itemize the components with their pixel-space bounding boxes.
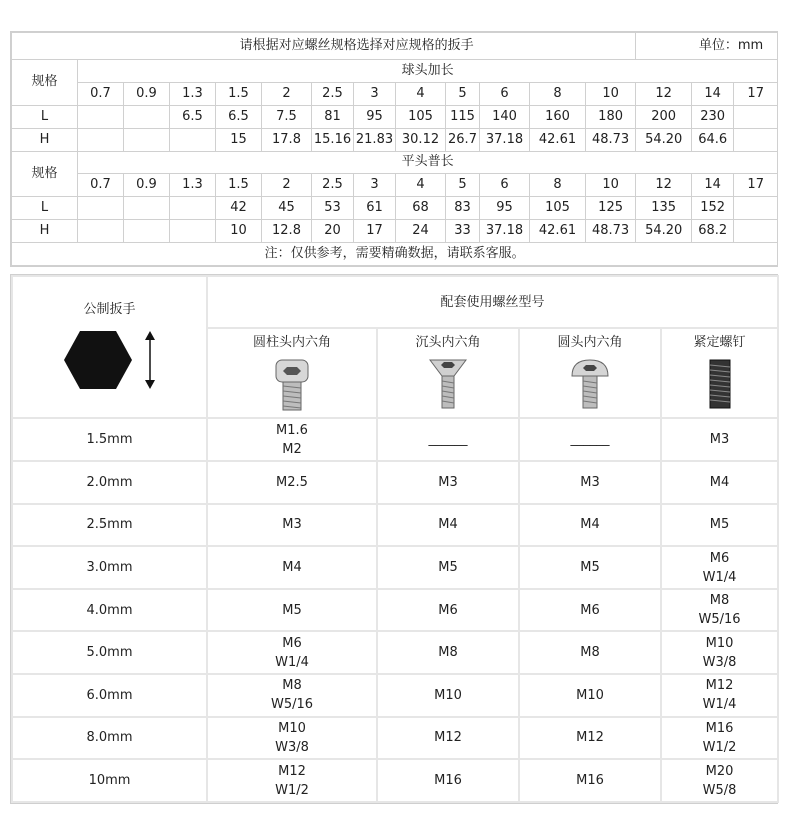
size-cell: 5 [446,174,480,197]
button-head-screw-icon [568,356,612,412]
wrench-size: 2.5mm [12,504,207,547]
screw-cell [661,589,778,632]
ball-height-cell: 30.12 [396,128,446,151]
flat-height-cell: 37.18 [480,220,530,243]
screw-model: M4 [282,560,302,576]
size-cell: 0.9 [124,82,170,105]
flat-height-cell [78,220,124,243]
size-cell: 4 [396,174,446,197]
flat-height-cell: 68.2 [692,220,734,243]
wrench-size: 2.0mm [12,461,207,504]
screw-cell [377,504,519,547]
col-label: 紧定螺钉 [693,335,746,351]
screw-cell [519,759,661,802]
flat-length-cell: 83 [446,197,480,220]
flat-length-cell: 53 [312,197,354,220]
ball-height-cell: 15.16 [312,128,354,151]
table-row [12,674,778,717]
screw-cell [519,504,661,547]
screw-model: W3/8 [275,739,309,755]
screw-cell [661,504,778,547]
screw-model: M6 [438,602,458,618]
ball-length-cell [124,105,170,128]
screw-model: M3 [709,432,730,448]
ball-height-cell [124,128,170,151]
screw-cell [661,674,778,717]
ball-length-cell: 95 [354,105,396,128]
screw-model: M8 [709,593,730,609]
screw-model: M12 [278,763,306,779]
screw-model: M10 [705,635,734,651]
wrench-size: 3.0mm [12,546,207,589]
ball-height-cell [170,128,216,151]
ball-height-cell: 48.73 [586,128,636,151]
screw-model: M12 [576,730,604,746]
wrench-size: 10mm [12,759,207,802]
screw-cell [519,461,661,504]
flat-height-cell: 12.8 [262,220,312,243]
ball-section-title: 球头加长 [78,60,778,83]
screw-cell [519,546,661,589]
flat-height-cell [170,220,216,243]
size-cell: 14 [692,174,734,197]
flat-length-cell: 105 [530,197,586,220]
size-cell: 5 [446,82,480,105]
size-cell: 2 [262,82,312,105]
ball-length-cell: 115 [446,105,480,128]
screw-model: M16 [705,720,734,736]
ball-length-cell: 105 [396,105,446,128]
screw-cell [519,674,661,717]
size-cell: 3 [354,82,396,105]
set-screw-icon [698,356,742,412]
ball-length-cell: 230 [692,105,734,128]
size-cell: 1.3 [170,82,216,105]
screw-cell [377,674,519,717]
screw-model: M5 [282,602,302,618]
col-label: 圆头内六角 [557,335,623,351]
screw-model: M6 [282,635,302,651]
ball-length-cell: 180 [586,105,636,128]
screw-model: M2 [282,441,302,457]
size-cell: 17 [734,82,778,105]
screw-model: M3 [580,474,600,490]
screw-cell [207,461,377,504]
ball-length-cell: 6.5 [216,105,262,128]
double-arrow-icon [143,331,157,389]
size-cell: 0.9 [124,174,170,197]
screw-cell [661,717,778,760]
screw-model: M10 [434,687,462,703]
col-set-screw [661,328,778,418]
screw-cell [207,589,377,632]
wrench-size: 1.5mm [12,418,207,461]
ball-height-cell: 54.20 [636,128,692,151]
screw-model: W1/2 [702,739,737,755]
screw-model: M8 [580,645,600,661]
flat-length-cell: 45 [262,197,312,220]
ball-height-cell: 21.83 [354,128,396,151]
size-cell: 3 [354,174,396,197]
screw-model: W1/4 [702,697,737,713]
flat-length-cell [124,197,170,220]
flat-length-cell: 95 [480,197,530,220]
ball-height-cell: 26.7 [446,128,480,151]
screw-model: W5/16 [698,612,741,628]
screw-cell [377,546,519,589]
screw-cell [661,546,778,589]
screw-cell [377,759,519,802]
screw-match-table [10,274,778,804]
ball-height-cell: 42.61 [530,128,586,151]
flat-height-cell: 20 [312,220,354,243]
wrench-size: 6.0mm [12,674,207,717]
screw-model: M8 [282,678,302,694]
ball-height-cell: 17.8 [262,128,312,151]
screw-cell [377,717,519,760]
wrench-label: 公制扳手 [83,301,136,317]
flat-section-title: 平头普长 [78,151,778,174]
table-row [12,546,778,589]
wrench-size: 5.0mm [12,631,207,674]
screw-cell [207,504,377,547]
size-cell: 2.5 [312,82,354,105]
flat-length-cell: 135 [636,197,692,220]
wrench-size: 8.0mm [12,717,207,760]
size-cell: 0.7 [78,174,124,197]
flat-height-cell: 10 [216,220,262,243]
screw-cell [377,461,519,504]
screw-model: M12 [705,678,734,694]
screw-model: M2.5 [276,474,308,490]
screw-model: W1/2 [275,782,309,798]
wrench-header-cell [12,276,207,418]
size-cell: 8 [530,174,586,197]
flat-height-cell: 33 [446,220,480,243]
flat-length-cell: 68 [396,197,446,220]
size-cell: 2 [262,174,312,197]
size-cell: 0.7 [78,82,124,105]
socket-cap-screw-icon [270,356,314,412]
screw-model: M10 [576,687,604,703]
screw-cell [519,418,661,461]
screw-cell [207,631,377,674]
countersunk-screw-icon [426,356,470,412]
unit-label: 单位：mm [636,33,778,60]
ball-length-cell [78,105,124,128]
ball-height-label: H [12,128,78,151]
spec-label: 规格 [12,151,78,197]
ball-height-cell [734,128,778,151]
screw-cell [207,674,377,717]
screw-model: M4 [580,517,600,533]
flat-length-cell [170,197,216,220]
screw-cell [377,631,519,674]
screw-cell [519,717,661,760]
screw-model: W3/8 [702,654,737,670]
screw-cell [207,759,377,802]
screw-model: W1/4 [275,654,309,670]
size-cell: 12 [636,82,692,105]
hexagon-icon [63,329,133,391]
size-cell: 10 [586,174,636,197]
screw-cell [519,589,661,632]
size-cell: 6 [480,82,530,105]
screw-model: M5 [709,517,730,533]
table-row [12,631,778,674]
flat-length-label: L [12,197,78,220]
size-cell: 17 [734,174,778,197]
ball-length-cell: 200 [636,105,692,128]
screw-cell [661,418,778,461]
screw-model: W1/4 [702,569,737,585]
table-row [12,461,778,504]
table-row [12,759,778,802]
flat-length-cell: 61 [354,197,396,220]
flat-height-cell [734,220,778,243]
flat-height-cell [124,220,170,243]
screw-model: M4 [438,517,458,533]
wrench-spec-table [10,31,778,267]
screw-cell [661,759,778,802]
screw-model: M5 [580,560,600,576]
col-countersunk [377,328,519,418]
screw-cell [207,717,377,760]
wrench-size: 4.0mm [12,589,207,632]
size-cell: 2.5 [312,174,354,197]
table-row [12,717,778,760]
ball-length-cell: 140 [480,105,530,128]
flat-length-cell: 125 [586,197,636,220]
screw-cell [377,418,519,461]
size-cell: 1.5 [216,82,262,105]
flat-height-cell: 48.73 [586,220,636,243]
size-cell: 14 [692,82,734,105]
flat-length-cell [78,197,124,220]
screw-model: M1.6 [276,422,308,438]
flat-height-cell: 42.61 [530,220,586,243]
ball-length-cell: 7.5 [262,105,312,128]
screw-model: W5/8 [702,782,737,798]
table-title: 请根据对应螺丝规格选择对应规格的扳手 [12,33,636,60]
ball-height-cell: 64.6 [692,128,734,151]
ball-length-label: L [12,105,78,128]
screw-model: M3 [438,474,458,490]
screw-cell [661,631,778,674]
size-cell: 12 [636,174,692,197]
spec-label: 规格 [12,60,78,106]
flat-height-cell: 17 [354,220,396,243]
table-row [12,418,778,461]
ball-length-cell: 160 [530,105,586,128]
col-label: 沉头内六角 [415,335,481,351]
ball-height-cell: 15 [216,128,262,151]
screw-model: M3 [282,517,302,533]
table-row [12,504,778,547]
screw-model: W5/16 [270,697,314,713]
size-cell: 1.3 [170,174,216,197]
size-cell: 10 [586,82,636,105]
col-socket-cap [207,328,377,418]
flat-length-cell: 152 [692,197,734,220]
screw-model: ______ [428,432,468,448]
table-row [12,589,778,632]
screw-cell [377,589,519,632]
screw-model: M20 [705,763,734,779]
screws-header: 配套使用螺丝型号 [207,276,778,328]
col-label: 圆柱头内六角 [252,335,331,351]
screw-cell [661,461,778,504]
screw-cell [207,546,377,589]
flat-length-cell [734,197,778,220]
flat-length-cell: 42 [216,197,262,220]
ball-length-cell: 6.5 [170,105,216,128]
wrench-illustration [13,329,206,391]
ball-length-cell [734,105,778,128]
screw-model: M10 [278,720,306,736]
flat-height-cell: 54.20 [636,220,692,243]
col-button-head [519,328,661,418]
ball-length-cell: 81 [312,105,354,128]
size-cell: 4 [396,82,446,105]
flat-height-cell: 24 [396,220,446,243]
screw-model: M16 [576,773,604,789]
note-text: 注：仅供参考，需要精确数据，请联系客服。 [12,243,778,266]
size-cell: 1.5 [216,174,262,197]
screw-cell [207,418,377,461]
screw-model: M8 [438,645,458,661]
screw-model: M16 [434,773,462,789]
screw-model: M6 [580,602,600,618]
flat-height-label: H [12,220,78,243]
ball-height-cell: 37.18 [480,128,530,151]
screw-model: M6 [709,550,730,566]
screw-model: ______ [570,432,610,448]
size-cell: 6 [480,174,530,197]
screw-model: M12 [434,730,462,746]
size-cell: 8 [530,82,586,105]
screw-model: M5 [438,560,458,576]
screw-model: M4 [709,474,730,490]
screw-cell [519,631,661,674]
ball-height-cell [78,128,124,151]
